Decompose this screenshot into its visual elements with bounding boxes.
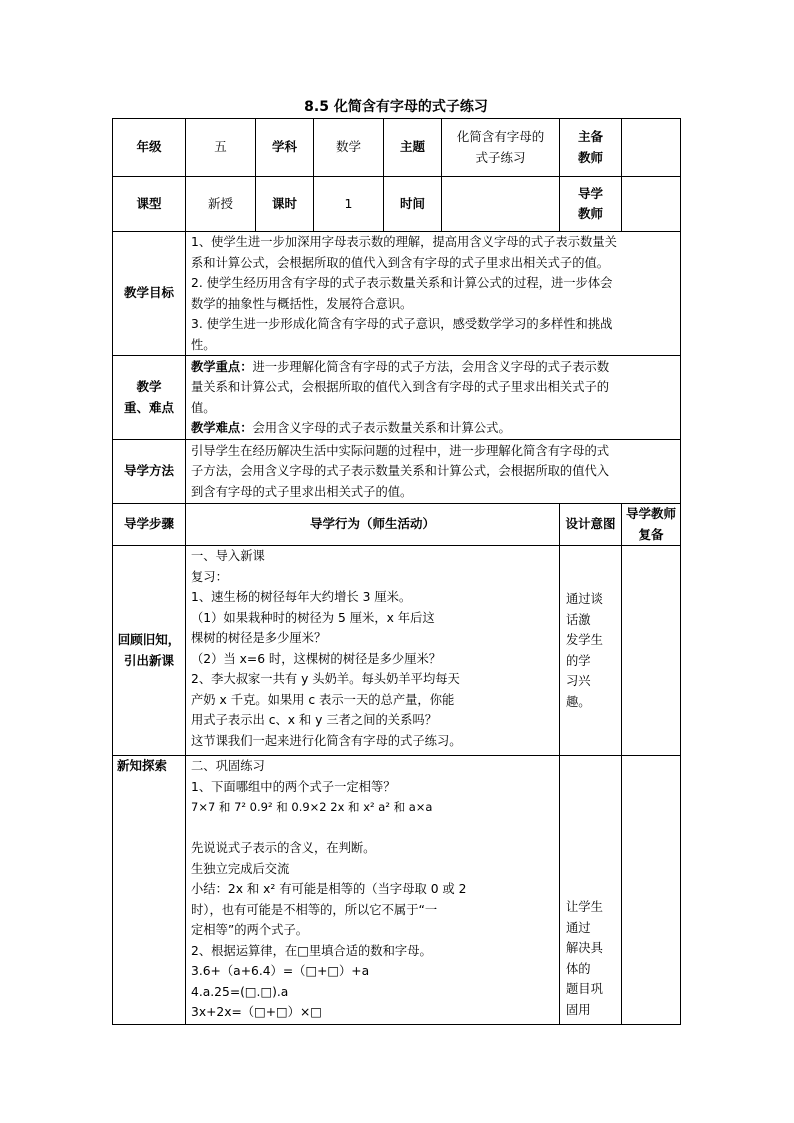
method-line: 子方法，会用含义字母的式子表示数量关系和计算公式，会根据所取的值代入 [191,464,610,479]
review-header-line-2: 复备 [638,526,664,542]
activity-line: 2、李大叔家一共有 y 头奶羊。每头奶羊平均每天 [191,672,460,686]
key-point-text: 进一步理解化简含有字母的式子方法，会用含义字母的式子表示数 [252,359,610,374]
intent-line: 习兴趣。 [566,674,591,709]
lesson-type-value: 新授 [186,177,256,232]
key-points-label-line-1: 教学 [136,379,162,394]
intent-line: 题目巩固用 [566,982,603,1017]
method-content [186,440,681,504]
subject-value: 数学 [314,119,384,177]
activity-line: 定相等”的两个式子。 [191,923,309,937]
step-explore-notes [622,756,681,1025]
lead-teacher-label [560,119,622,177]
step-explore-intent [560,756,622,1025]
topic-value-line-2: 式子练习 [475,149,526,165]
period-label: 课时 [256,177,314,232]
step-review-label-line-2: 引出新课 [123,652,174,668]
activity-line: 2、根据运算律，在□里填合适的数和字母。 [191,943,432,958]
period-value: 1 [314,177,384,232]
activity-line: 1、下面哪组中的两个式子一定相等？ [191,779,396,794]
method-row [113,440,681,504]
key-points-row [113,356,681,440]
lead-teacher-value [622,119,681,177]
intent-line: 发学生的学 [566,633,603,668]
guide-teacher-label-line-2: 教师 [577,206,603,221]
step-header: 导学步骤 [113,504,186,546]
activity-line: （1）如果栽种时的树径为 5 厘米，x 年后这 [191,610,435,625]
method-label: 导学方法 [113,440,186,504]
guide-teacher-label-line-1: 导学 [577,185,603,201]
key-point-line: 量关系和计算公式，会根据所取的值代入到含有字母的式子里求出相关式子的 [191,380,610,394]
lead-teacher-label-line-1: 主备 [577,129,603,144]
activity-line: 用式子表示出 c、x 和 y 三者之间的关系吗？ [191,713,437,727]
step-review-activity [186,546,560,756]
activity-line: 3x+2x=（□+□）×□ [191,1005,322,1019]
subject-label: 学科 [256,119,314,177]
key-point-line [191,357,675,378]
step-review-row [113,546,681,756]
activity-line: 生独立完成后交流 [191,861,290,876]
intent-line: 解决具体的 [566,941,603,976]
difficulty-text: 会用含义字母的式子表示数量关系和计算公式。 [252,421,511,435]
lesson-plan-table [112,118,681,1025]
activity-line: 一、导入新课 [191,549,265,563]
intent-line: 通过谈话激 [566,592,603,627]
expression-line: 7×7 和 7² 0.9² 和 0.9×2 2x 和 x² a² 和 a×a [191,800,433,814]
intent-header: 设计意图 [560,504,622,546]
objectives-line: 系和计算公式，会根据所取的值代入到含有字母的式子里求出相关式子的值。 [191,255,610,270]
page-title: 8.5 化简含有字母的式子练习 [304,99,488,115]
key-points-label [113,356,186,440]
activity-header: 导学行为（师生活动） [186,504,560,546]
grade-value: 五 [186,119,256,177]
step-explore-activity [186,756,560,1025]
key-points-content [186,356,681,440]
step-explore-row [113,756,681,1025]
activity-line: 产奶 x 千克。如果用 c 表示一天的总产量，你能 [191,692,455,707]
key-point-line: 值。 [191,400,216,415]
activity-line: 复习： [191,569,228,584]
activity-line: 这节课我们一起来进行化简含有字母的式子练习。 [191,733,462,748]
step-explore-label: 新知探索 [113,756,186,1025]
topic-value [442,119,560,177]
activity-line: 4.a.25=(□.□).a [191,984,289,999]
activity-line: 时），也有可能是不相等的，所以它不属于“一 [191,902,438,917]
objectives-line: 2. 使学生经历用含有字母的式子表示数量关系和计算公式的过程，进一步体会 [191,276,613,290]
guide-teacher-value [622,177,681,232]
topic-value-line-1: 化简含有字母的 [456,129,545,144]
intent-line: 让学生通过 [566,900,603,935]
time-label: 时间 [384,177,442,232]
activity-line: 1、速生杨的树径每年大约增长 3 厘米。 [191,590,412,604]
difficulty-label: 教学难点： [191,421,253,435]
step-review-label [113,546,186,756]
review-header [622,504,681,546]
objectives-line: 数学的抽象性与概括性，发展符合意识。 [191,296,413,311]
guide-teacher-label [560,177,622,232]
activity-line: 3.6+（a+6.4）=（□+□）+a [191,964,370,978]
objectives-label: 教学目标 [113,232,186,356]
key-point-label: 教学重点： [191,359,253,374]
step-review-intent [560,546,622,756]
objectives-content [186,232,681,356]
method-line: 引导学生在经历解决生活中实际问题的过程中，进一步理解化简含有字母的式 [191,443,610,458]
difficulty-line [191,418,675,439]
topic-label: 主题 [384,119,442,177]
activity-line: 小结：2x 和 x² 有可能是相等的（当字母取 0 或 2 [191,882,467,896]
grade-label: 年级 [113,119,186,177]
key-points-label-line-2: 重、难点 [123,399,174,415]
time-value [442,177,560,232]
objectives-line: 1、使学生进一步加深用字母表示数的理解，提高用含义字母的式子表示数量关 [191,235,617,249]
activity-line: 先说说式子表示的含义，在判断。 [191,841,376,855]
activity-line: （2）当 x=6 时，这棵树的树径是多少厘米？ [191,651,442,666]
objectives-line: 性。 [191,337,216,352]
method-line: 到含有字母的式子里求出相关式子的值。 [191,484,413,499]
steps-header-row [113,504,681,546]
step-review-notes [622,546,681,756]
activity-line: 二、巩固练习 [191,759,265,773]
lesson-type-label: 课型 [113,177,186,232]
review-header-line-1: 导学教师 [625,506,676,521]
objectives-line: 3. 使学生进一步形成化简含有字母的式子意识，感受数学学习的多样性和挑战 [191,317,613,331]
header-row-2 [113,177,681,232]
blank-line [191,818,554,839]
lead-teacher-label-line-2: 教师 [577,149,603,165]
step-review-label-line-1: 回顾旧知， [117,632,181,647]
activity-line: 棵树的树径是多少厘米？ [191,631,327,645]
header-row-1 [113,119,681,177]
objectives-row [113,232,681,356]
